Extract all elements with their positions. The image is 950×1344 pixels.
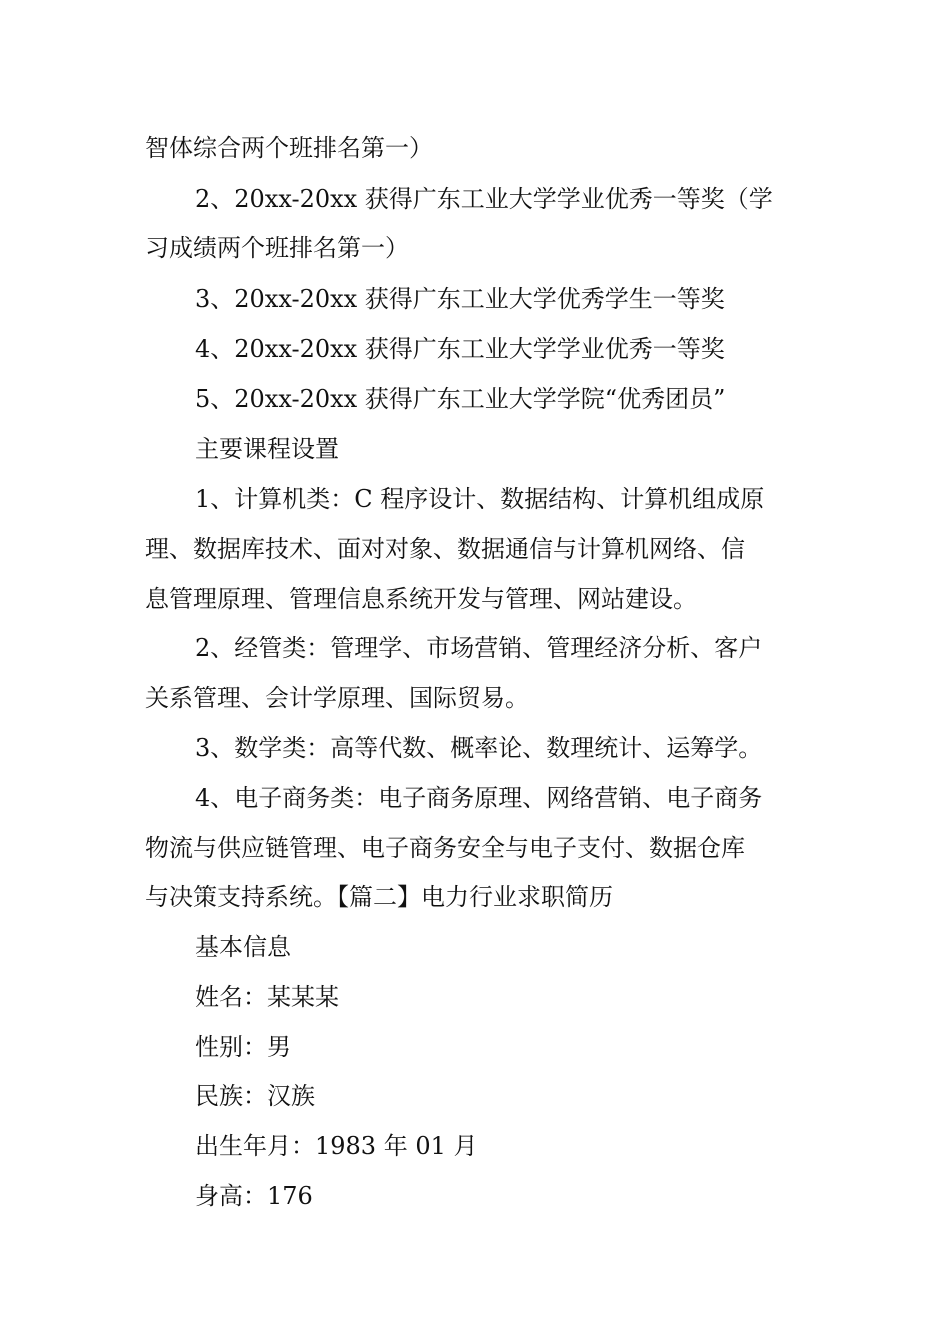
section-heading-basic-info: 基本信息 [195,933,291,961]
award-item-4: 4、20xx-20xx 获得广东工业大学学业优秀一等奖 [195,335,725,363]
text-line: 智体综合两个班排名第一） [145,134,433,162]
info-height: 身高：176 [195,1182,313,1210]
text-line: 物流与供应链管理、电子商务安全与电子支付、数据仓库 [145,834,745,862]
info-name: 姓名：某某某 [195,983,339,1011]
info-birth-date: 出生年月：1983 年 01 月 [195,1132,478,1160]
text-line: 理、数据库技术、面对对象、数据通信与计算机网络、信 [145,535,745,563]
course-item-3: 3、数学类：高等代数、概率论、数理统计、运筹学。 [195,734,763,762]
award-item-5: 5、20xx-20xx 获得广东工业大学学院“优秀团员” [195,385,726,413]
section-heading-courses: 主要课程设置 [195,435,339,463]
info-ethnicity: 民族：汉族 [195,1082,315,1110]
award-item-2: 2、20xx-20xx 获得广东工业大学学业优秀一等奖（学 [195,185,773,213]
course-item-1: 1、计算机类：C 程序设计、数据结构、计算机组成原 [195,485,765,513]
text-line: 息管理原理、管理信息系统开发与管理、网站建设。 [145,585,697,613]
course-item-4: 4、电子商务类：电子商务原理、网络营销、电子商务 [195,784,763,812]
text-line: 关系管理、会计学原理、国际贸易。 [145,684,529,712]
info-gender: 性别：男 [195,1033,291,1061]
course-item-2: 2、经管类：管理学、市场营销、管理经济分析、客户 [195,634,763,662]
award-item-3: 3、20xx-20xx 获得广东工业大学优秀学生一等奖 [195,285,725,313]
text-line: 习成绩两个班排名第一） [145,234,409,262]
text-line: 与决策支持系统。【篇二】电力行业求职简历 [145,883,613,911]
